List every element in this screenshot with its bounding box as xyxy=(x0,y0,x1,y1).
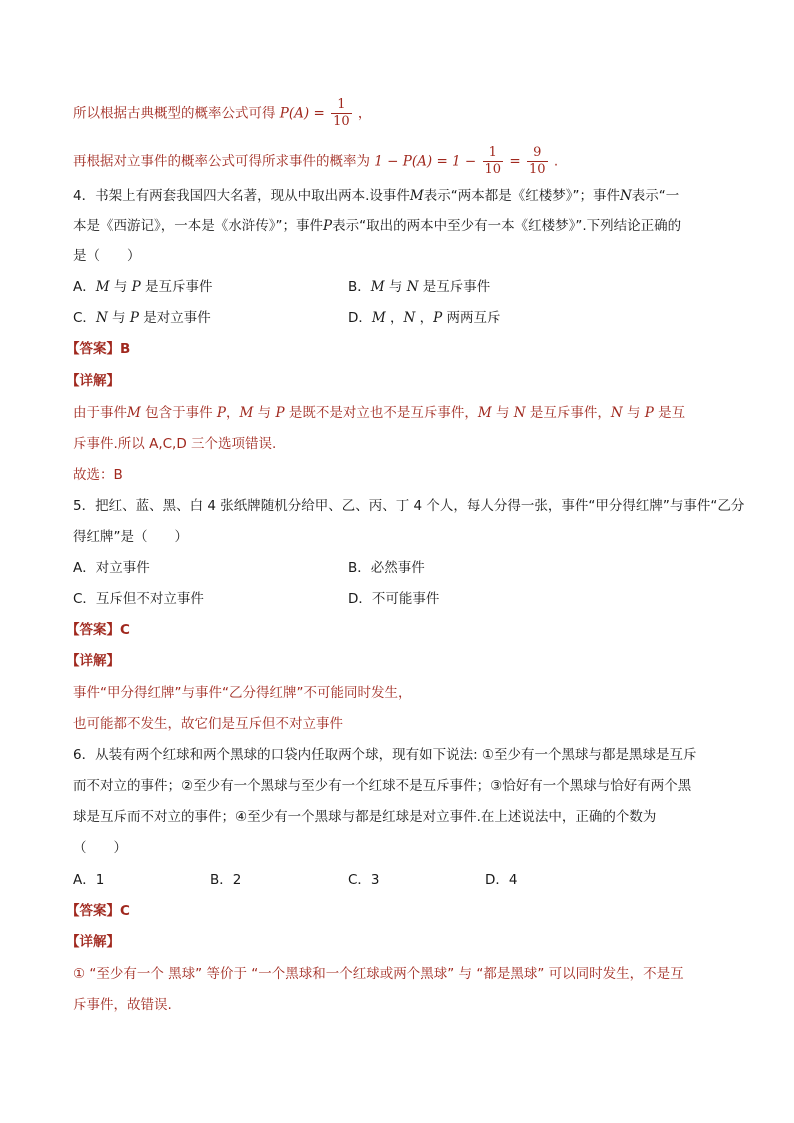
q4-option-a: A．M 与 P 是互斥事件 xyxy=(73,279,213,295)
q4-detail-line-1: 由于事件M 包含于事件 P，M 与 P 是既不是对立也不是互斥事件，M 与 N 是互斥事件，N 与 P 是互 xyxy=(73,405,686,421)
q4-answer-label: 【答案】B xyxy=(66,341,131,357)
fraction-1-10: $\frac{1}{10}$ xyxy=(484,145,502,177)
q4-option-b: B．M 与 N 是互斥事件 xyxy=(348,279,491,295)
q6-option-c: C．3 xyxy=(348,872,380,888)
fraction-1-10: $\frac{1}{10}$ xyxy=(333,97,350,129)
q5-option-c: C．互斥但不对立事件 xyxy=(73,591,204,607)
q5-detail-label: 【详解】 xyxy=(66,653,120,669)
q4-stem-line-3: 是（ ） xyxy=(73,248,141,264)
q4-conclusion: 故选：B xyxy=(73,467,123,483)
q5-detail-line-2: 也可能都不发生，故它们是互斥但不对立事件 xyxy=(73,716,343,732)
q4-stem-line-2: 本是《西游记》，一本是《水浒传》”；事件P表示“取出的两本中至少有一本《红楼梦》”.下列结论正确的 xyxy=(73,218,682,234)
q5-answer-label: 【答案】C xyxy=(66,622,130,638)
q6-stem-line-1: 6．从装有两个红球和两个黑球的口袋内任取两个球，现有如下说法: ①至少有一个黑球与都是黑球是互斥 xyxy=(73,747,697,763)
formula-complement: 1 − P(A) = 1 − xyxy=(374,153,477,170)
q6-detail-label: 【详解】 xyxy=(66,934,120,950)
q6-option-d: D．4 xyxy=(485,872,518,888)
q6-option-a: A．1 xyxy=(73,872,105,888)
q6-stem-line-4: （ ） xyxy=(73,840,127,856)
q4-detail-label: 【详解】 xyxy=(66,373,120,389)
q6-detail-line-1: ① “至少有一个 黑球” 等价于 “一个黑球和一个红球或两个黑球” 与 “都是黑球” 可以同时发生，不是互 xyxy=(73,966,684,982)
q4-detail-line-2: 斥事件.所以 A,C,D 三个选项错误. xyxy=(73,436,277,452)
q6-stem-line-3: 球是互斥而不对立的事件；④至少有一个黑球与都是红球是对立事件.在上述说法中，正确的个数为 xyxy=(73,809,657,825)
q4-option-d: D．M ，N ，P 两两互斥 xyxy=(348,310,501,326)
q4-option-c: C．N 与 P 是对立事件 xyxy=(73,310,211,326)
q5-stem-line-2: 得红牌”是（ ） xyxy=(73,529,188,545)
q6-option-b: B．2 xyxy=(210,872,242,888)
solution-text: 再根据对立事件的概率公式可得所求事件的概率为 xyxy=(73,153,370,170)
q5-detail-line-1: 事件“甲分得红牌”与事件“乙分得红牌”不可能同时发生， xyxy=(73,685,412,701)
solution-text: 所以根据古典概型的概率公式可得 xyxy=(73,105,276,122)
solution-line-2: 再根据对立事件的概率公式可得所求事件的概率为 1 − P(A) = 1 − $\frac{1}{10}$ = $\frac{9}{10}$ . xyxy=(73,145,559,177)
fraction-9-10: $\frac{9}{10}$ xyxy=(528,145,546,177)
q4-stem-line-1: 4．书架上有两套我国四大名著，现从中取出两本.设事件M表示“两本都是《红楼梦》”；事件N表示“一 xyxy=(73,188,680,204)
formula-pa: P(A) = xyxy=(279,105,325,122)
q6-stem-line-2: 而不对立的事件；②至少有一个黑球与至少有一个红球不是互斥事件；③恰好有一个黑球与恰好有两个黑 xyxy=(73,778,692,794)
q6-detail-line-2: 斥事件，故错误. xyxy=(73,997,172,1013)
q5-option-d: D．不可能事件 xyxy=(348,591,440,607)
q5-stem-line-1: 5．把红、蓝、黑、白 4 张纸牌随机分给甲、乙、丙、丁 4 个人，每人分得一张，事件“甲分得红牌”与事件“乙分 xyxy=(73,498,745,514)
q5-option-b: B．必然事件 xyxy=(348,560,425,576)
q5-option-a: A．对立事件 xyxy=(73,560,150,576)
solution-line-1: 所以根据古典概型的概率公式可得 P(A) = $\frac{1}{10}$ ， xyxy=(73,97,372,129)
q6-answer-label: 【答案】C xyxy=(66,903,130,919)
